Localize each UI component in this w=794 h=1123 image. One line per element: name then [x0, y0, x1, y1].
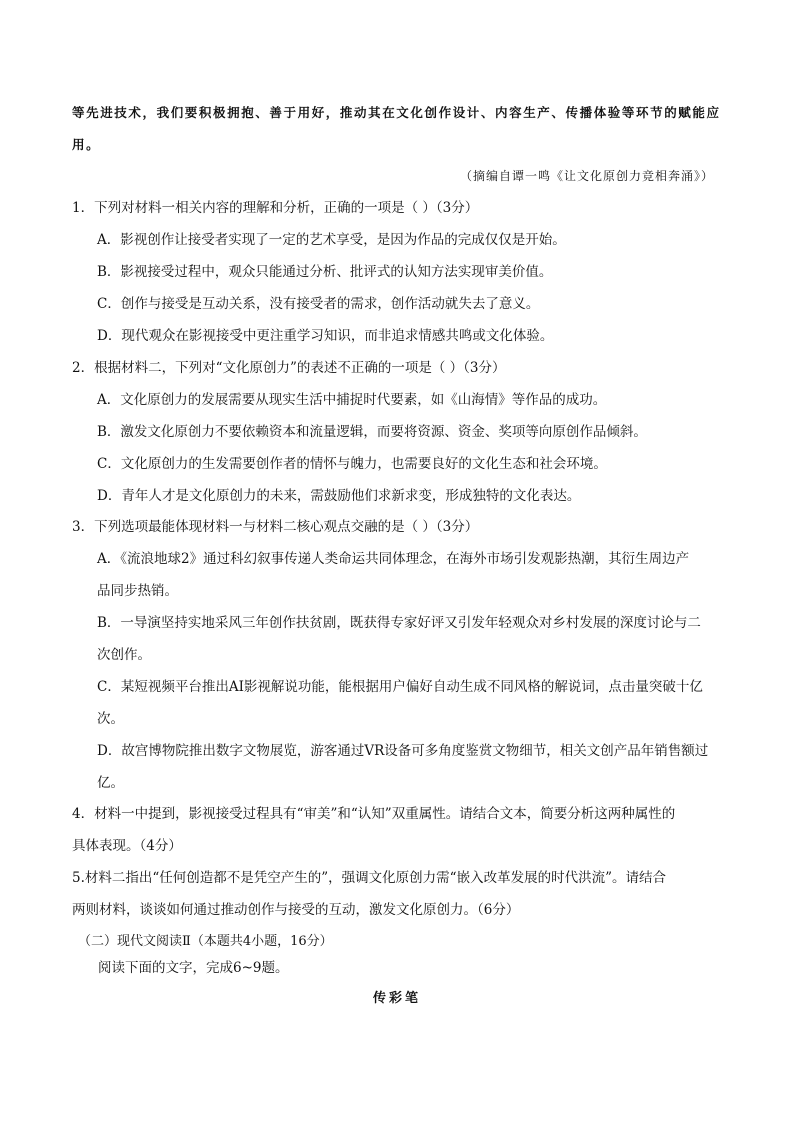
question-1-option-c: C．创作与接受是互动关系，没有接受者的需求，创作活动就失去了意义。 [97, 296, 540, 312]
question-1-option-d: D．现代观众在影视接受中更注重学习知识，而非追求情感共鸣或文化体验。 [97, 328, 554, 344]
question-5-stem: 5.材料二指出“任何创造都不是凭空产生的”，强调文化原创力需“嵌入改革发展的时代洪流”。请结合 [72, 870, 666, 886]
question-1-stem: 1．下列对材料一相关内容的理解和分析，正确的一项是（ ）（3分） [72, 200, 479, 216]
question-5-stem-continued: 两则材料，谈谈如何通过推动创作与接受的互动，激发文化原创力。（6分） [72, 902, 520, 918]
question-4-stem: 4．材料一中提到，影视接受过程具有“审美”和“认知”双重属性。请结合文本，简要分析这两种属性的 [72, 806, 676, 822]
section-2-heading: （二）现代文阅读Ⅱ（本题共4小题，16分） [78, 934, 333, 949]
source-citation: （摘编自谭一鸣《让文化原创力竞相奔涌》） [459, 169, 714, 183]
question-3-option-a: A．《流浪地球2》通过科幻叙事传递人类命运共同体理念，在海外市场引发观影热潮，其衍生周边产 [97, 551, 690, 567]
question-1-option-a: A．影视创作让接受者实现了一定的艺术享受，是因为作品的完成仅仅是开始。 [97, 232, 566, 248]
article-title: 传彩笔 [372, 991, 421, 1006]
reading-instruction: 阅读下面的文字，完成6~9题。 [98, 960, 289, 976]
intro-line-2: 用。 [72, 137, 101, 152]
question-3-option-b: B．一导演坚持实地采风三年创作扶贫剧，既获得专家好评又引发年轻观众对乡村发展的深度讨论与二 [97, 615, 701, 631]
question-3-stem: 3．下列选项最能体现材料一与材料二核心观点交融的是（ ）（3分） [72, 519, 479, 535]
question-3-option-d-continued: 亿。 [97, 775, 124, 791]
question-3-option-c-continued: 次。 [97, 711, 124, 727]
question-2-option-b: B．激发文化原创力不要依赖资本和流量逻辑，而要将资源、资金、奖项等向原创作品倾斜。 [97, 424, 647, 440]
question-3-option-c: C．某短视频平台推出AI影视解说功能，能根据用户偏好自动生成不同风格的解说词，点击量突破十亿 [97, 679, 703, 695]
question-2-option-c: C．文化原创力的生发需要创作者的情怀与魄力，也需要良好的文化生态和社会环境。 [97, 456, 607, 472]
question-2-option-a: A．文化原创力的发展需要从现实生活中捕捉时代要素，如《山海情》等作品的成功。 [97, 392, 607, 408]
question-3-option-d: D．故宫博物院推出数字文物展览，游客通过VR设备可多角度鉴赏文物细节，相关文创产品年销售额过 [97, 743, 709, 759]
question-2-option-d: D．青年人才是文化原创力的未来，需鼓励他们求新求变，形成独特的文化表达。 [97, 488, 581, 504]
question-2-stem: 2．根据材料二，下列对“文化原创力”的表述不正确的一项是（ ）（3分） [72, 360, 506, 376]
question-1-option-b: B．影视接受过程中，观众只能通过分析、批评式的认知方法实现审美价值。 [97, 264, 553, 280]
intro-line-1: 等先进技术，我们要积极拥抱、善于用好，推动其在文化创作设计、内容生产、传播体验等环节的赋能应 [72, 105, 721, 120]
question-3-option-a-continued: 品同步热销。 [97, 583, 178, 599]
question-3-option-b-continued: 次创作。 [97, 647, 151, 663]
question-4-stem-continued: 具体表现。（4分） [72, 838, 182, 854]
